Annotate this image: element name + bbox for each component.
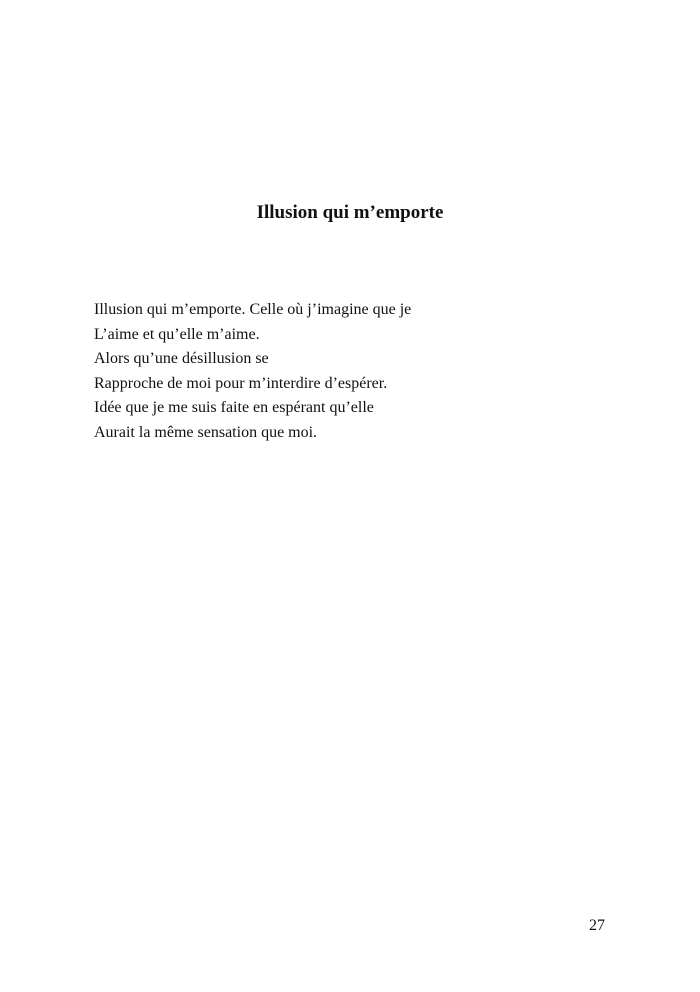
- poem-line: Aurait la même sensation que moi.: [94, 423, 318, 441]
- poem-line: Idée que je me suis faite en espérant qu’elle: [94, 399, 374, 416]
- poem-line: Alors qu’une désillusion se: [94, 350, 269, 367]
- poem-line: L’aime et qu’elle m’aime.: [94, 325, 260, 343]
- poem-title: Illusion qui m’emporte: [256, 202, 444, 223]
- page-number: 27: [589, 917, 605, 934]
- poem-line: Illusion qui m’emporte. Celle où j’imagine que je: [94, 301, 412, 318]
- poem-body: [94, 298, 614, 445]
- poem-line: Rapproche de moi pour m’interdire d’espérer.: [94, 374, 388, 392]
